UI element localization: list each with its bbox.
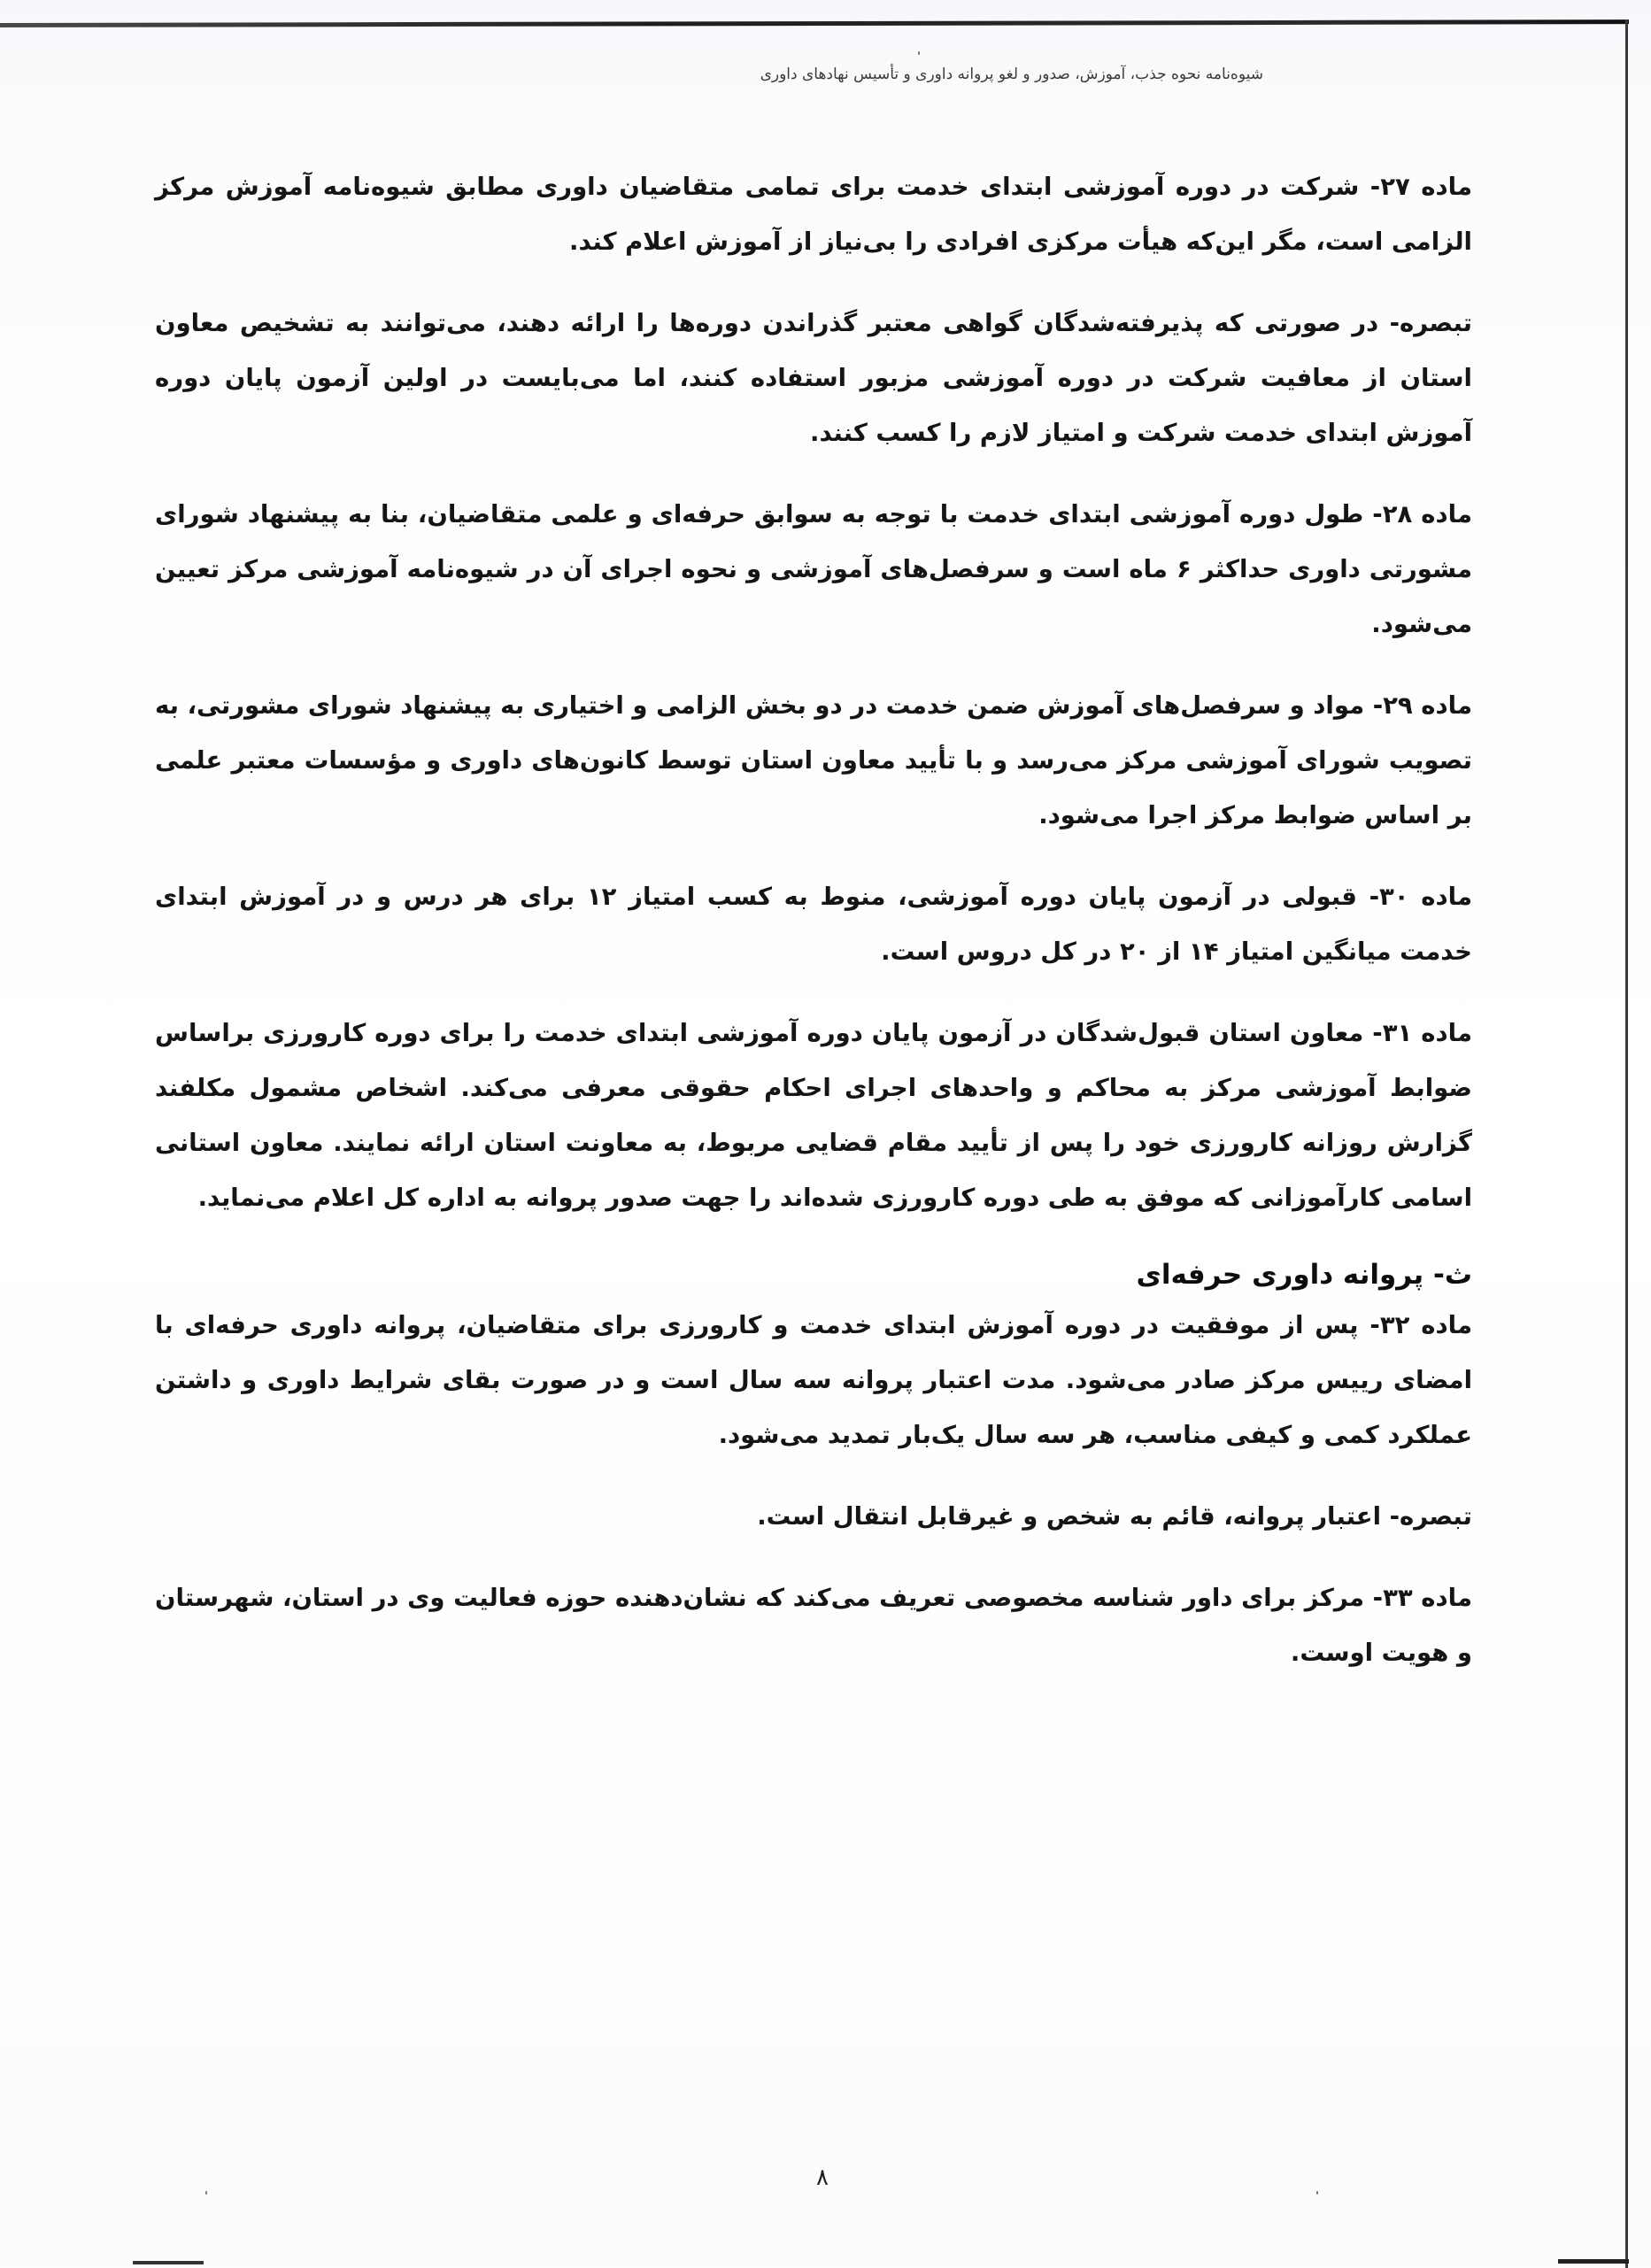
right-border-rule: [1625, 19, 1628, 2268]
article-29: ماده ۲۹- مواد و سرفصل‌های آموزش ضمن خدمت در دو بخش الزامی و اختیاری به پیشنهاد شورای مشورتی، به تصویب شورای آموزشی مرکز می‌رسد و با تأیید معاون استان توسط کانون‌های داوری و مؤسسات معتبر علمی بر اساس ضوابط مرکز اجرا می‌شود.: [155, 691, 1472, 829]
section-heading: ث- پروانه داوری حرفه‌ای: [1136, 1259, 1472, 1291]
article-28: ماده ۲۸- طول دوره آموزشی ابتدای خدمت با توجه به سوابق حرفه‌ای و علمی متقاضیان، بنا به پیشنهاد شورای مشورتی داوری حداکثر ۶ ماه است و سرفصل‌های آموزشی و نحوه اجرای آن در شیوه‌نامه آموزشی مرکز تعیین می‌شود.: [155, 500, 1472, 638]
bottom-border-rule-left: [133, 2261, 204, 2264]
page-number: ۸: [816, 2164, 829, 2191]
scan-speck: [205, 2191, 207, 2195]
scan-speck: [1316, 2191, 1318, 2195]
note-article-27: تبصره- در صورتی که پذیرفته‌شدگان گواهی معتبر گذراندن دوره‌ها را ارائه دهند، می‌توانند به تشخیص معاون استان از معافیت شرکت در دوره آموزشی مزبور استفاده کنند، اما می‌بایست در اولین آزمون پایان دوره آموزش ابتدای خدمت شرکت و امتیاز لازم را کسب کنند.: [155, 309, 1472, 447]
article-32: ماده ۳۲- پس از موفقیت در دوره آموزش ابتدای خدمت و کارورزی برای متقاضیان، پروانه داوری حرفه‌ای با امضای رییس مرکز صادر می‌شود. مدت اعتبار پروانه سه سال است و در صورت بقای شرایط داوری و داشتن عملکرد کمی و کیفی مناسب، هر سه سال یک‌بار تمدید می‌شود.: [155, 1311, 1472, 1449]
document-body: [155, 159, 1472, 1707]
bottom-border-rule-right: [1558, 2259, 1629, 2264]
scan-speck: [918, 51, 920, 55]
note-article-32: تبصره- اعتبار پروانه، قائم به شخص و غیرقابل انتقال است.: [757, 1502, 1472, 1531]
article-31: ماده ۳۱- معاون استان قبول‌شدگان در آزمون پایان دوره آموزشی ابتدای خدمت را برای دوره کارورزی براساس ضوابط آموزشی مرکز به محاکم و واحدهای اجرای احکام حقوقی معرفی می‌کند. اشخاص مشمول مکلفند گزارش روزانه کارورزی خود را پس از تأیید مقام قضایی مربوط، به معاونت استان ارائه نمایند. معاون استانی اسامی کارآموزانی که موفق به طی دوره کارورزی شده‌اند را جهت صدور پروانه به اداره کل اعلام می‌نماید.: [155, 1019, 1472, 1212]
article-27: ماده ۲۷- شرکت در دوره آموزشی ابتدای خدمت برای تمامی متقاضیان داوری مطابق شیوه‌نامه آموزش مرکز الزامی است، مگر این‌که هیأت مرکزی افرادی را بی‌نیاز از آموزش اعلام کند.: [155, 173, 1472, 256]
article-30: ماده ۳۰- قبولی در آزمون پایان دوره آموزشی، منوط به کسب امتیاز ۱۲ برای هر درس و در آموزش ابتدای خدمت میانگین امتیاز ۱۴ از ۲۰ در کل دروس است.: [155, 883, 1472, 966]
article-33: ماده ۳۳- مرکز برای داور شناسه مخصوصی تعریف می‌کند که نشان‌دهنده حوزه فعالیت وی در استان، شهرستان و هویت اوست.: [155, 1584, 1472, 1667]
running-header: شیوه‌نامه نحوه جذب، آموزش، صدور و لغو پروانه داوری و تأسیس نهادهای داوری: [760, 66, 1263, 83]
